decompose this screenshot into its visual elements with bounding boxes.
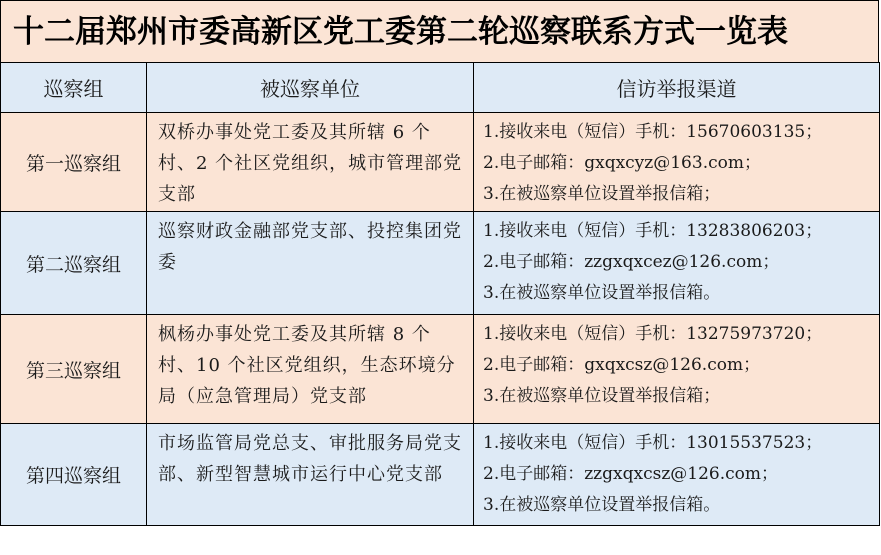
- phone-line: 1.接收来电（短信）手机：13015537523；: [483, 433, 823, 453]
- header-row: [1, 63, 880, 113]
- table-row: [1, 315, 880, 424]
- mailbox-line: 3.在被巡察单位设置举报信箱。: [483, 495, 721, 515]
- contact-cell: [474, 212, 880, 315]
- contact-table: [0, 62, 880, 526]
- page-title: 十二届郑州市委高新区党工委第二轮巡察联系方式一览表: [13, 14, 788, 50]
- email-line: 2.电子邮箱：zzgxqxcsz@126.com；: [483, 464, 779, 484]
- header-unit: 被巡察单位: [147, 63, 474, 113]
- mailbox-line: 3.在被巡察单位设置举报信箱。: [483, 283, 721, 303]
- contact-cell: [474, 113, 880, 212]
- group-cell: 第三巡察组: [1, 315, 147, 424]
- header-group: 巡察组: [1, 63, 147, 113]
- table-row: [1, 212, 880, 315]
- group-cell: 第四巡察组: [1, 424, 147, 526]
- email-line: 2.电子邮箱：gxqxcsz@126.com；: [483, 355, 761, 375]
- group-cell: 第一巡察组: [1, 113, 147, 212]
- unit-cell: 双桥办事处党工委及其所辖 6 个村、2 个社区党组织，城市管理部党支部: [147, 113, 474, 212]
- email-line: 2.电子邮箱：zzgxqxcez@126.com；: [483, 252, 780, 272]
- mailbox-line: 3.在被巡察单位设置举报信箱；: [483, 184, 721, 204]
- unit-cell: 枫杨办事处党工委及其所辖 8 个村、10 个社区党组织，生态环境分局（应急管理局）党支部: [147, 315, 474, 424]
- table-row: [1, 113, 880, 212]
- mailbox-line: 3.在被巡察单位设置举报信箱；: [483, 386, 721, 406]
- contact-cell: [474, 424, 880, 526]
- email-line: 2.电子邮箱：gxqxcyz@163.com；: [483, 153, 761, 173]
- phone-line: 1.接收来电（短信）手机：15670603135；: [483, 122, 823, 142]
- phone-line: 1.接收来电（短信）手机：13283806203；: [483, 221, 823, 241]
- phone-line: 1.接收来电（短信）手机：13275973720；: [483, 324, 823, 344]
- unit-cell: 巡察财政金融部党支部、投控集团党委: [147, 212, 474, 315]
- contact-cell: [474, 315, 880, 424]
- header-channel: 信访举报渠道: [474, 63, 880, 113]
- table-row: [1, 424, 880, 526]
- group-cell: 第二巡察组: [1, 212, 147, 315]
- title-bar: [0, 0, 879, 62]
- unit-cell: 市场监管局党总支、审批服务局党支部、新型智慧城市运行中心党支部: [147, 424, 474, 526]
